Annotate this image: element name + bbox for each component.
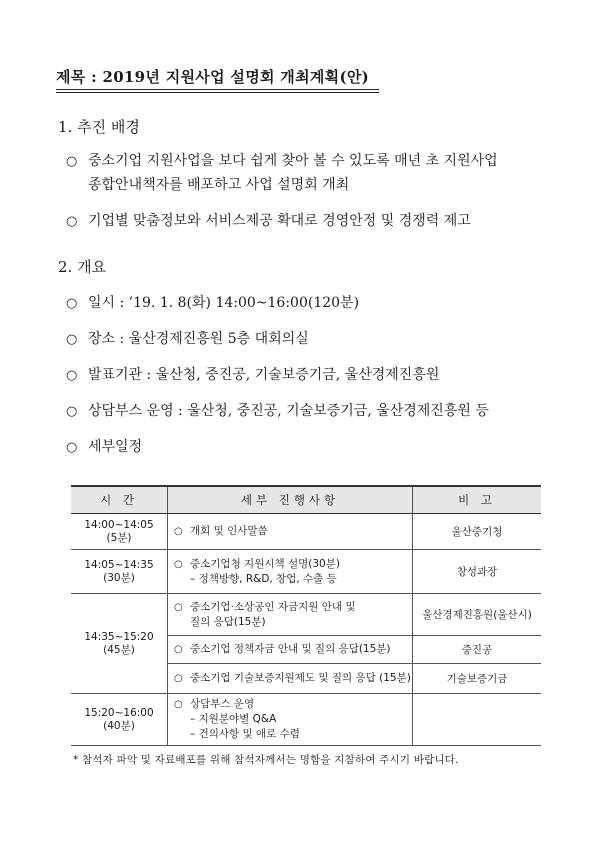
detail-text: 개회 및 인사말씀: [190, 525, 268, 537]
document-title: 제목 : 2019년 지원사업 설명회 개최계획(안): [56, 68, 370, 86]
detail-cell: [168, 594, 413, 636]
bullet-mark: ○: [66, 214, 78, 229]
time-cell: [71, 550, 168, 594]
time-cell: [71, 514, 168, 550]
detail-subitem: – 정책방향, R&D, 창업, 수출 등: [190, 572, 337, 585]
detail-subitem: – 지원분야별 Q&A: [190, 713, 277, 725]
detail-text: 상담부스 운영: [190, 698, 255, 710]
table-row: [71, 694, 541, 746]
bullet-mark: ○: [174, 558, 183, 570]
bullet-mark: ○: [66, 368, 78, 383]
time-range: 15:20~16:00: [84, 706, 154, 719]
title-underline: [56, 89, 379, 90]
detail-text: 중소기업 정책자금 안내 및 질의 응답(15분): [190, 643, 391, 655]
time-cell: [71, 594, 168, 694]
background-bullet-2-text: 기업별 맞춤정보와 서비스제공 확대로 경영안정 및 경쟁력 제고: [88, 213, 471, 229]
note-cell: [413, 694, 542, 746]
time-duration: (40분): [103, 719, 135, 732]
overview-presenters: [66, 364, 566, 387]
bullet-mark: ○: [174, 644, 183, 655]
title-underline-2: [56, 92, 379, 93]
time-cell: [71, 694, 168, 746]
header-time: 시 간: [71, 486, 168, 514]
time-range: 14:05~14:35: [84, 558, 154, 571]
bullet-mark: ○: [174, 601, 183, 613]
header-details: 세부 진행사항: [168, 486, 413, 514]
header-note: 비 고: [413, 486, 542, 514]
time-duration: (5분): [106, 531, 132, 544]
detail-text-continued: 질의 응답(15분): [190, 615, 266, 628]
overview-place: [66, 328, 566, 351]
footnote: * 참석자 파악 및 자료배포를 위해 참석자께서는 명함을 지참하여 주시기 바랍니다.: [73, 754, 459, 766]
section-heading-overview: 2. 개요: [58, 258, 107, 276]
overview-schedule-text: 세부일정: [88, 439, 143, 455]
detail-subitem: – 건의사항 및 애로 수렴: [190, 728, 300, 740]
detail-cell: [168, 550, 413, 594]
bullet-mark: ○: [66, 440, 78, 455]
overview-presenters-text: 발표기관 : 울산청, 중진공, 기술보증기금, 울산경제진흥원: [88, 367, 440, 383]
overview-schedule: [66, 436, 566, 459]
detail-text: 중소기업 기술보증지원제도 및 질의 응답 (15분): [190, 672, 411, 684]
bullet-mark: ○: [66, 154, 78, 169]
table-header-row: [71, 486, 541, 514]
bullet-mark: ○: [174, 526, 183, 537]
overview-date: [66, 292, 566, 315]
bullet-mark: ○: [66, 332, 78, 347]
section-heading-background: 1. 추진 배경: [58, 118, 140, 136]
background-bullet-1-line1: 중소기업 지원사업을 보다 쉽게 찾아 볼 수 있도록 매년 초 지원사업: [88, 153, 498, 169]
schedule-table: [71, 485, 541, 746]
bullet-mark: ○: [66, 404, 78, 419]
background-bullet-2: [66, 210, 566, 233]
bullet-mark: ○: [174, 699, 183, 710]
table-row: [71, 594, 541, 636]
detail-cell: [168, 694, 413, 746]
table-row: [71, 514, 541, 550]
note-cell: 기술보증기금: [413, 664, 542, 694]
overview-booth: [66, 400, 566, 423]
note-cell: 울산중기청: [413, 514, 542, 550]
overview-place-text: 장소 : 울산경제진흥원 5층 대회의실: [88, 331, 309, 347]
note-cell: 중진공: [413, 636, 542, 664]
detail-text: 중소기업·소상공인 자금지원 안내 및: [190, 600, 356, 613]
detail-cell: [168, 636, 413, 664]
note-cell: 울산경제진흥원(울산시): [413, 594, 542, 636]
note-cell: 창성과장: [413, 550, 542, 594]
time-duration: (45분): [103, 643, 135, 656]
detail-cell: [168, 514, 413, 550]
detail-cell: [168, 664, 413, 694]
bullet-mark: ○: [66, 296, 78, 311]
table-row: [71, 550, 541, 594]
time-duration: (30분): [103, 571, 135, 584]
background-bullet-1-line2: 종합안내책자를 배포하고 사업 설명회 개최: [88, 177, 350, 193]
overview-date-text: 일시 : ’19. 1. 8(화) 14:00~16:00(120분): [88, 295, 360, 311]
time-range: 14:00~14:05: [84, 518, 154, 531]
time-range: 14:35~15:20: [84, 630, 154, 643]
detail-text: 중소기업청 지원시책 설명(30분): [190, 557, 340, 570]
overview-booth-text: 상담부스 운영 : 울산청, 중진공, 기술보증기금, 울산경제진흥원 등: [88, 403, 489, 419]
bullet-mark: ○: [174, 673, 183, 684]
background-bullet-1: [66, 150, 566, 173]
